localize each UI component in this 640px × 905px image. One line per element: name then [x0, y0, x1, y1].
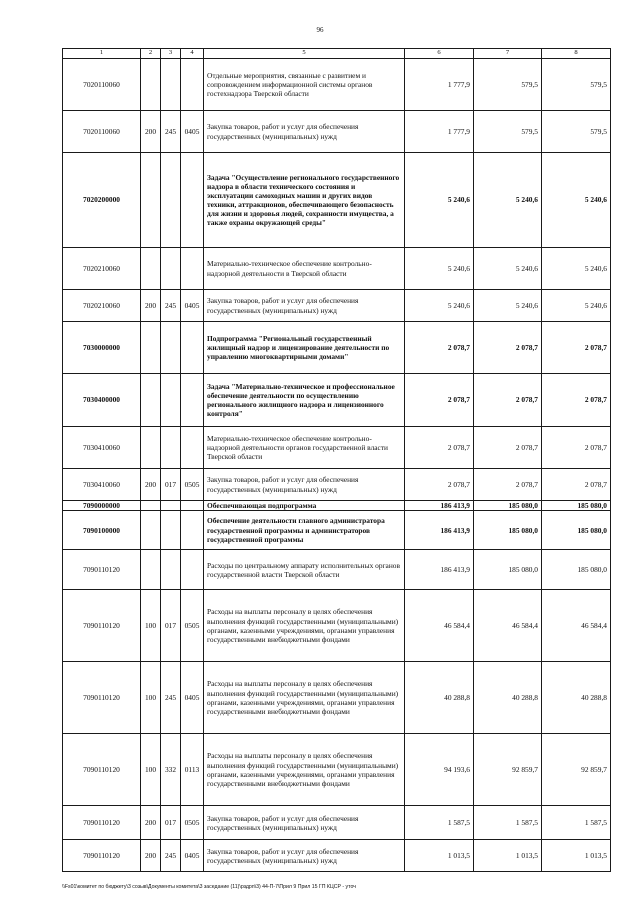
cell-v7: 185 080,0: [474, 501, 542, 511]
column-number: 5: [204, 49, 405, 59]
cell-name: Задача "Осуществление регионального государственного надзора в области технического состояния и эксплуатации самоходных машин и других видов техники, аттракционов, обеспечивающего безопасность для жизни и здоровья людей, сохранности имущества, а также охраны окружающей среды": [204, 153, 405, 248]
cell-v6: 5 240,6: [405, 248, 474, 290]
cell-code: 7090000000: [63, 501, 141, 511]
cell-c2: [141, 427, 161, 469]
table-row: [63, 590, 611, 662]
cell-c3: 017: [161, 590, 181, 662]
footer-file-path: \\Fs01\комитет по бюджету\3 созыв\Документы комитета\3 заседание (11)\рздрп\3) 44-П-7\Прил 9 Прил 15 ГП КЦСР - уточ: [62, 884, 356, 890]
cell-c2: [141, 59, 161, 111]
table-row: [63, 550, 611, 590]
cell-name: Материально-техническое обеспечение контрольно-надзорной деятельности органов государственной власти Тверской области: [204, 427, 405, 469]
cell-c4: 0505: [181, 806, 204, 840]
cell-code: 7030400000: [63, 374, 141, 427]
cell-c3: [161, 427, 181, 469]
cell-c4: [181, 550, 204, 590]
cell-name: Закупка товаров, работ и услуг для обеспечения государственных (муниципальных) нужд: [204, 111, 405, 153]
cell-v8: 92 859,7: [542, 734, 611, 806]
table-row: [63, 153, 611, 248]
cell-v8: 1 587,5: [542, 806, 611, 840]
cell-c2: 100: [141, 662, 161, 734]
cell-c4: 0405: [181, 111, 204, 153]
table-row: [63, 290, 611, 322]
cell-c3: [161, 59, 181, 111]
cell-v8: 2 078,7: [542, 427, 611, 469]
cell-name: Закупка товаров, работ и услуг для обеспечения государственных (муниципальных) нужд: [204, 469, 405, 501]
cell-code: 7090110120: [63, 806, 141, 840]
cell-v7: 2 078,7: [474, 469, 542, 501]
cell-name: Обеспечение деятельности главного администратора государственной программы и администраторов государственной программы: [204, 511, 405, 550]
column-number: 4: [181, 49, 204, 59]
table-row: [63, 662, 611, 734]
cell-v8: 5 240,6: [542, 153, 611, 248]
cell-v7: 2 078,7: [474, 374, 542, 427]
cell-name: Материально-техническое обеспечение контрольно-надзорной деятельности в Тверской области: [204, 248, 405, 290]
cell-v7: 185 080,0: [474, 511, 542, 550]
cell-c3: [161, 374, 181, 427]
cell-v7: 40 288,8: [474, 662, 542, 734]
cell-v7: 2 078,7: [474, 322, 542, 374]
cell-code: 7090110120: [63, 734, 141, 806]
cell-code: 7090110120: [63, 550, 141, 590]
cell-v8: 46 584,4: [542, 590, 611, 662]
cell-v6: 46 584,4: [405, 590, 474, 662]
cell-code: 7020200000: [63, 153, 141, 248]
cell-code: 7030000000: [63, 322, 141, 374]
cell-v7: 1 013,5: [474, 840, 542, 872]
cell-c2: 200: [141, 111, 161, 153]
cell-name: Отдельные мероприятия, связанные с развитием и сопровождением информационной системы органов гостехнадзора Тверской области: [204, 59, 405, 111]
cell-v7: 579,5: [474, 59, 542, 111]
cell-v8: 40 288,8: [542, 662, 611, 734]
cell-v6: 2 078,7: [405, 322, 474, 374]
cell-code: 7090110120: [63, 590, 141, 662]
cell-name: Закупка товаров, работ и услуг для обеспечения государственных (муниципальных) нужд: [204, 840, 405, 872]
table-row: [63, 501, 611, 511]
cell-c2: 100: [141, 734, 161, 806]
cell-c4: [181, 248, 204, 290]
cell-c2: [141, 322, 161, 374]
column-number: 7: [474, 49, 542, 59]
column-number: 8: [542, 49, 611, 59]
cell-v8: 1 013,5: [542, 840, 611, 872]
cell-v8: 185 080,0: [542, 511, 611, 550]
table-row: [63, 427, 611, 469]
cell-c4: 0113: [181, 734, 204, 806]
cell-v7: 1 587,5: [474, 806, 542, 840]
cell-c4: [181, 501, 204, 511]
cell-c3: [161, 511, 181, 550]
cell-v6: 40 288,8: [405, 662, 474, 734]
cell-c2: 100: [141, 590, 161, 662]
cell-v7: 5 240,6: [474, 153, 542, 248]
cell-c2: 200: [141, 840, 161, 872]
cell-code: 7020110060: [63, 59, 141, 111]
cell-code: 7020110060: [63, 111, 141, 153]
cell-c4: [181, 59, 204, 111]
cell-c2: [141, 248, 161, 290]
cell-code: 7090110120: [63, 840, 141, 872]
cell-v6: 1 013,5: [405, 840, 474, 872]
cell-code: 7030410060: [63, 469, 141, 501]
cell-c3: [161, 153, 181, 248]
cell-v8: 2 078,7: [542, 374, 611, 427]
cell-code: 7030410060: [63, 427, 141, 469]
cell-c3: 245: [161, 662, 181, 734]
cell-c4: [181, 374, 204, 427]
cell-name: Расходы на выплаты персоналу в целях обеспечения выполнения функций государственными (муниципальными) органами, казенными учреждениями, органами управления государственными внебюджетными фондами: [204, 590, 405, 662]
cell-name: Расходы на выплаты персоналу в целях обеспечения выполнения функций государственными (муниципальными) органами, казенными учреждениями, органами управления государственными внебюджетными фондами: [204, 734, 405, 806]
cell-v7: 5 240,6: [474, 290, 542, 322]
cell-c3: [161, 550, 181, 590]
cell-v8: 5 240,6: [542, 290, 611, 322]
cell-c3: 245: [161, 111, 181, 153]
table-row: [63, 59, 611, 111]
table-row: [63, 734, 611, 806]
page-number: 96: [316, 26, 324, 34]
cell-v7: 185 080,0: [474, 550, 542, 590]
table-row: [63, 469, 611, 501]
cell-v8: 185 080,0: [542, 550, 611, 590]
cell-c4: [181, 427, 204, 469]
cell-c3: 245: [161, 290, 181, 322]
cell-c4: 0505: [181, 590, 204, 662]
cell-v6: 186 413,9: [405, 550, 474, 590]
table-row: [63, 322, 611, 374]
cell-v6: 5 240,6: [405, 153, 474, 248]
cell-c4: 0405: [181, 662, 204, 734]
cell-c3: 245: [161, 840, 181, 872]
cell-c3: [161, 501, 181, 511]
cell-name: Подпрограмма "Региональный государственный жилищный надзор и лицензирование деятельности по управлению многоквартирными домами": [204, 322, 405, 374]
cell-c4: [181, 511, 204, 550]
cell-name: Обеспечивающая подпрограмма: [204, 501, 405, 511]
budget-table: [62, 48, 611, 872]
cell-c2: [141, 501, 161, 511]
cell-v8: 185 080,0: [542, 501, 611, 511]
cell-v7: 2 078,7: [474, 427, 542, 469]
cell-v6: 1 777,9: [405, 59, 474, 111]
cell-code: 7020210060: [63, 248, 141, 290]
cell-name: Закупка товаров, работ и услуг для обеспечения государственных (муниципальных) нужд: [204, 290, 405, 322]
cell-c2: [141, 550, 161, 590]
column-number: 3: [161, 49, 181, 59]
cell-name: Закупка товаров, работ и услуг для обеспечения государственных (муниципальных) нужд: [204, 806, 405, 840]
cell-code: 7090110120: [63, 662, 141, 734]
cell-code: 7020210060: [63, 290, 141, 322]
column-numbers-row: [63, 49, 611, 59]
cell-c3: 332: [161, 734, 181, 806]
table-row: [63, 374, 611, 427]
cell-name: Расходы на выплаты персоналу в целях обеспечения выполнения функций государственными (муниципальными) органами, казенными учреждениями, органами управления государственными внебюджетными фондами: [204, 662, 405, 734]
cell-c4: 0405: [181, 290, 204, 322]
cell-c2: [141, 153, 161, 248]
cell-v8: 5 240,6: [542, 248, 611, 290]
cell-v8: 2 078,7: [542, 322, 611, 374]
cell-v6: 186 413,9: [405, 501, 474, 511]
cell-v7: 579,5: [474, 111, 542, 153]
cell-v7: 5 240,6: [474, 248, 542, 290]
cell-v6: 2 078,7: [405, 469, 474, 501]
table-row: [63, 806, 611, 840]
table-row: [63, 111, 611, 153]
cell-v6: 2 078,7: [405, 427, 474, 469]
cell-c3: [161, 248, 181, 290]
cell-c4: [181, 153, 204, 248]
cell-v8: 579,5: [542, 59, 611, 111]
cell-v7: 46 584,4: [474, 590, 542, 662]
cell-c3: 017: [161, 806, 181, 840]
table-row: [63, 248, 611, 290]
cell-c3: 017: [161, 469, 181, 501]
column-number: 1: [63, 49, 141, 59]
cell-c2: 200: [141, 806, 161, 840]
cell-v6: 1 587,5: [405, 806, 474, 840]
column-number: 6: [405, 49, 474, 59]
cell-v6: 5 240,6: [405, 290, 474, 322]
cell-c2: [141, 374, 161, 427]
cell-v6: 186 413,9: [405, 511, 474, 550]
cell-c2: 200: [141, 290, 161, 322]
cell-v8: 579,5: [542, 111, 611, 153]
cell-c4: 0505: [181, 469, 204, 501]
cell-c2: [141, 511, 161, 550]
cell-name: Задача "Материально-техническое и профессиональное обеспечение деятельности по осуществлению регионального жилищного надзора и лицензионного контроля": [204, 374, 405, 427]
cell-v6: 94 193,6: [405, 734, 474, 806]
cell-c4: [181, 322, 204, 374]
cell-v6: 2 078,7: [405, 374, 474, 427]
cell-v7: 92 859,7: [474, 734, 542, 806]
cell-c3: [161, 322, 181, 374]
cell-c4: 0405: [181, 840, 204, 872]
cell-v6: 1 777,9: [405, 111, 474, 153]
cell-code: 7090100000: [63, 511, 141, 550]
column-number: 2: [141, 49, 161, 59]
cell-c2: 200: [141, 469, 161, 501]
table-row: [63, 840, 611, 872]
table-row: [63, 511, 611, 550]
cell-name: Расходы по центральному аппарату исполнительных органов государственной власти Тверской области: [204, 550, 405, 590]
cell-v8: 2 078,7: [542, 469, 611, 501]
